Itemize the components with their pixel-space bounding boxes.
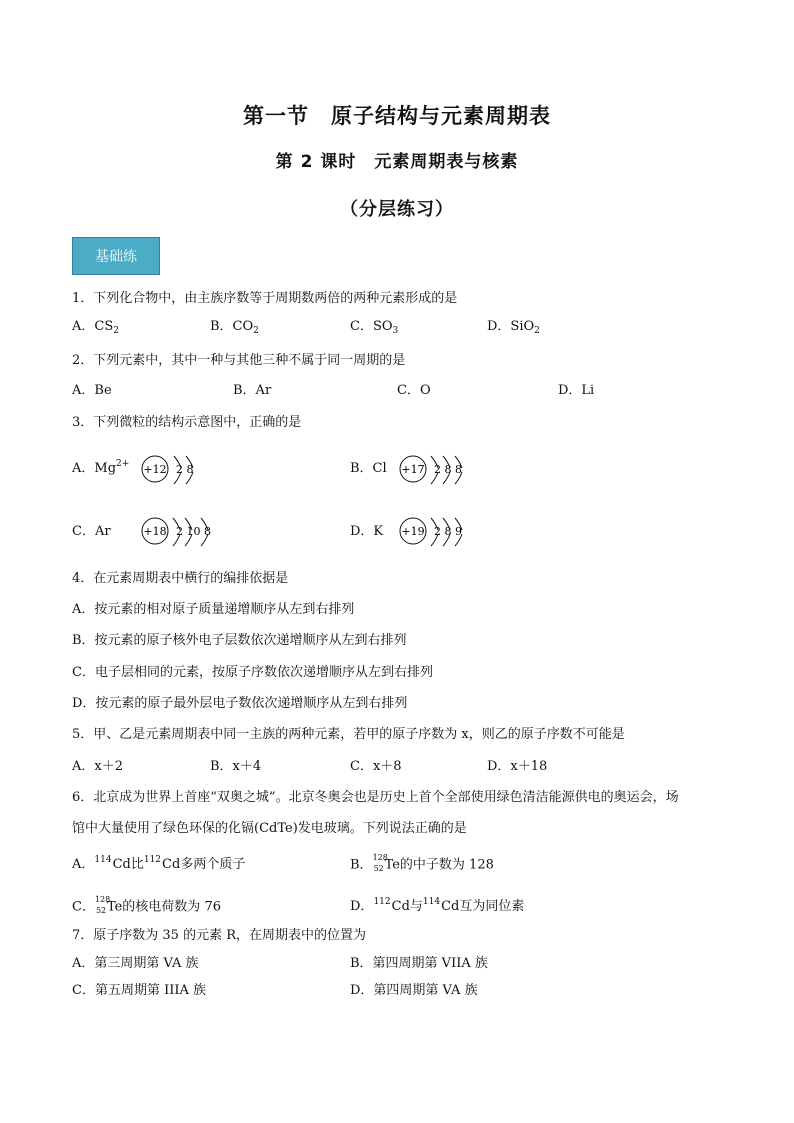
electron-shells: 2 10 8 xyxy=(176,525,211,538)
q1-option-a: A．$CS_2$ xyxy=(72,319,119,336)
electron-shells: 2 8 8 xyxy=(434,463,462,476)
q1-option-c: C．$SO_3$ xyxy=(350,319,399,336)
practice-subtitle: （分层练习） xyxy=(340,199,454,220)
q7-option-a: A．第三周期第 VA 族 xyxy=(72,956,199,971)
q3-option-a-label: A．$Mg^{2+}$ xyxy=(72,459,130,476)
question-5-stem: 5．甲、乙是元素周期表中同一主族的两种元素，若甲的原子序数为 x，则乙的原子序数不可能是 xyxy=(72,727,625,742)
question-4-stem: 4．在元素周期表中横行的编排依据是 xyxy=(72,571,289,586)
q7-option-b: B．第四周期第 VIIA 族 xyxy=(350,956,488,971)
q2-option-b: B．Ar xyxy=(233,383,272,398)
q7-option-d: D．第四周期第 VA 族 xyxy=(350,983,478,998)
q3-option-a-diagram xyxy=(138,448,218,492)
q3-option-b-label: B．Cl xyxy=(350,461,387,476)
q3-option-c-label: C．Ar xyxy=(72,524,111,539)
nucleus-charge: +17 xyxy=(401,463,425,476)
question-2-stem: 2．下列元素中，其中一种与其他三种不属于同一周期的是 xyxy=(72,353,406,368)
q6-option-b: B． 128 52 Te的中子数为 128 xyxy=(350,853,494,873)
electron-shells: 2 8 xyxy=(176,463,194,476)
q1-option-b: B．$CO_2$ xyxy=(210,319,259,336)
question-3-stem: 3．下列微粒的结构示意图中，正确的是 xyxy=(72,415,302,430)
q2-option-d: D．Li xyxy=(558,383,595,398)
q4-option-b: B．按元素的原子核外电子层数依次递增顺序从左到右排列 xyxy=(72,633,407,648)
nucleus-charge: +18 xyxy=(143,525,167,538)
basic-practice-badge: 基础练 xyxy=(72,237,160,275)
q4-option-a: A．按元素的相对原子质量递增顺序从左到右排列 xyxy=(72,602,355,617)
q7-option-c: C．第五周期第 IIIA 族 xyxy=(72,983,207,998)
q6-option-a: A．$^{114}$Cd比$^{112}$Cd多两个质子 xyxy=(72,855,246,872)
question-6-stem-line1: 6．北京成为世界上首座“双奥之城”。北京冬奥会也是历史上首个全部使用绿色清洁能源供电的奥运会，场 xyxy=(72,790,679,805)
q3-option-c-diagram xyxy=(140,510,230,554)
q2-option-c: C．O xyxy=(397,383,431,398)
electron-shells: 2 8 9 xyxy=(434,525,462,538)
question-6-stem-line2: 馆中大量使用了绿色环保的化镉(CdTe)发电玻璃。下列说法正确的是 xyxy=(72,821,467,836)
q5-option-a: A．x＋2 xyxy=(72,759,123,774)
q3-option-b-diagram xyxy=(398,448,488,492)
q6-option-c: C． 128 52 Te的核电荷数为 76 xyxy=(72,895,221,915)
q3-option-d-label: D．K xyxy=(350,524,384,539)
q4-option-c: C．电子层相同的元素，按原子序数依次递增顺序从左到右排列 xyxy=(72,665,433,680)
q2-option-a: A．Be xyxy=(72,383,112,398)
q1-option-d: D．SiO$_2$ xyxy=(487,319,540,336)
q6-option-d: D．$^{112}$Cd与$^{114}$Cd互为同位素 xyxy=(350,897,525,914)
section-title: 第一节 原子结构与元素周期表 xyxy=(243,104,551,128)
question-1-stem: 1．下列化合物中，由主族序数等于周期数两倍的两种元素形成的是 xyxy=(72,291,458,306)
q4-option-d: D．按元素的原子最外层电子数依次递增顺序从左到右排列 xyxy=(72,696,408,711)
q5-option-b: B．x＋4 xyxy=(210,759,262,774)
question-7-stem: 7．原子序数为 35 的元素 R，在周期表中的位置为 xyxy=(72,928,366,943)
q5-option-d: D．x＋18 xyxy=(487,759,548,774)
nucleus-charge: +12 xyxy=(143,463,167,476)
nucleus-charge: +19 xyxy=(401,525,425,538)
lesson-title: 第 2 课时 元素周期表与核素 xyxy=(275,152,519,172)
q5-option-c: C．x＋8 xyxy=(350,759,402,774)
q3-option-d-diagram xyxy=(398,510,488,554)
